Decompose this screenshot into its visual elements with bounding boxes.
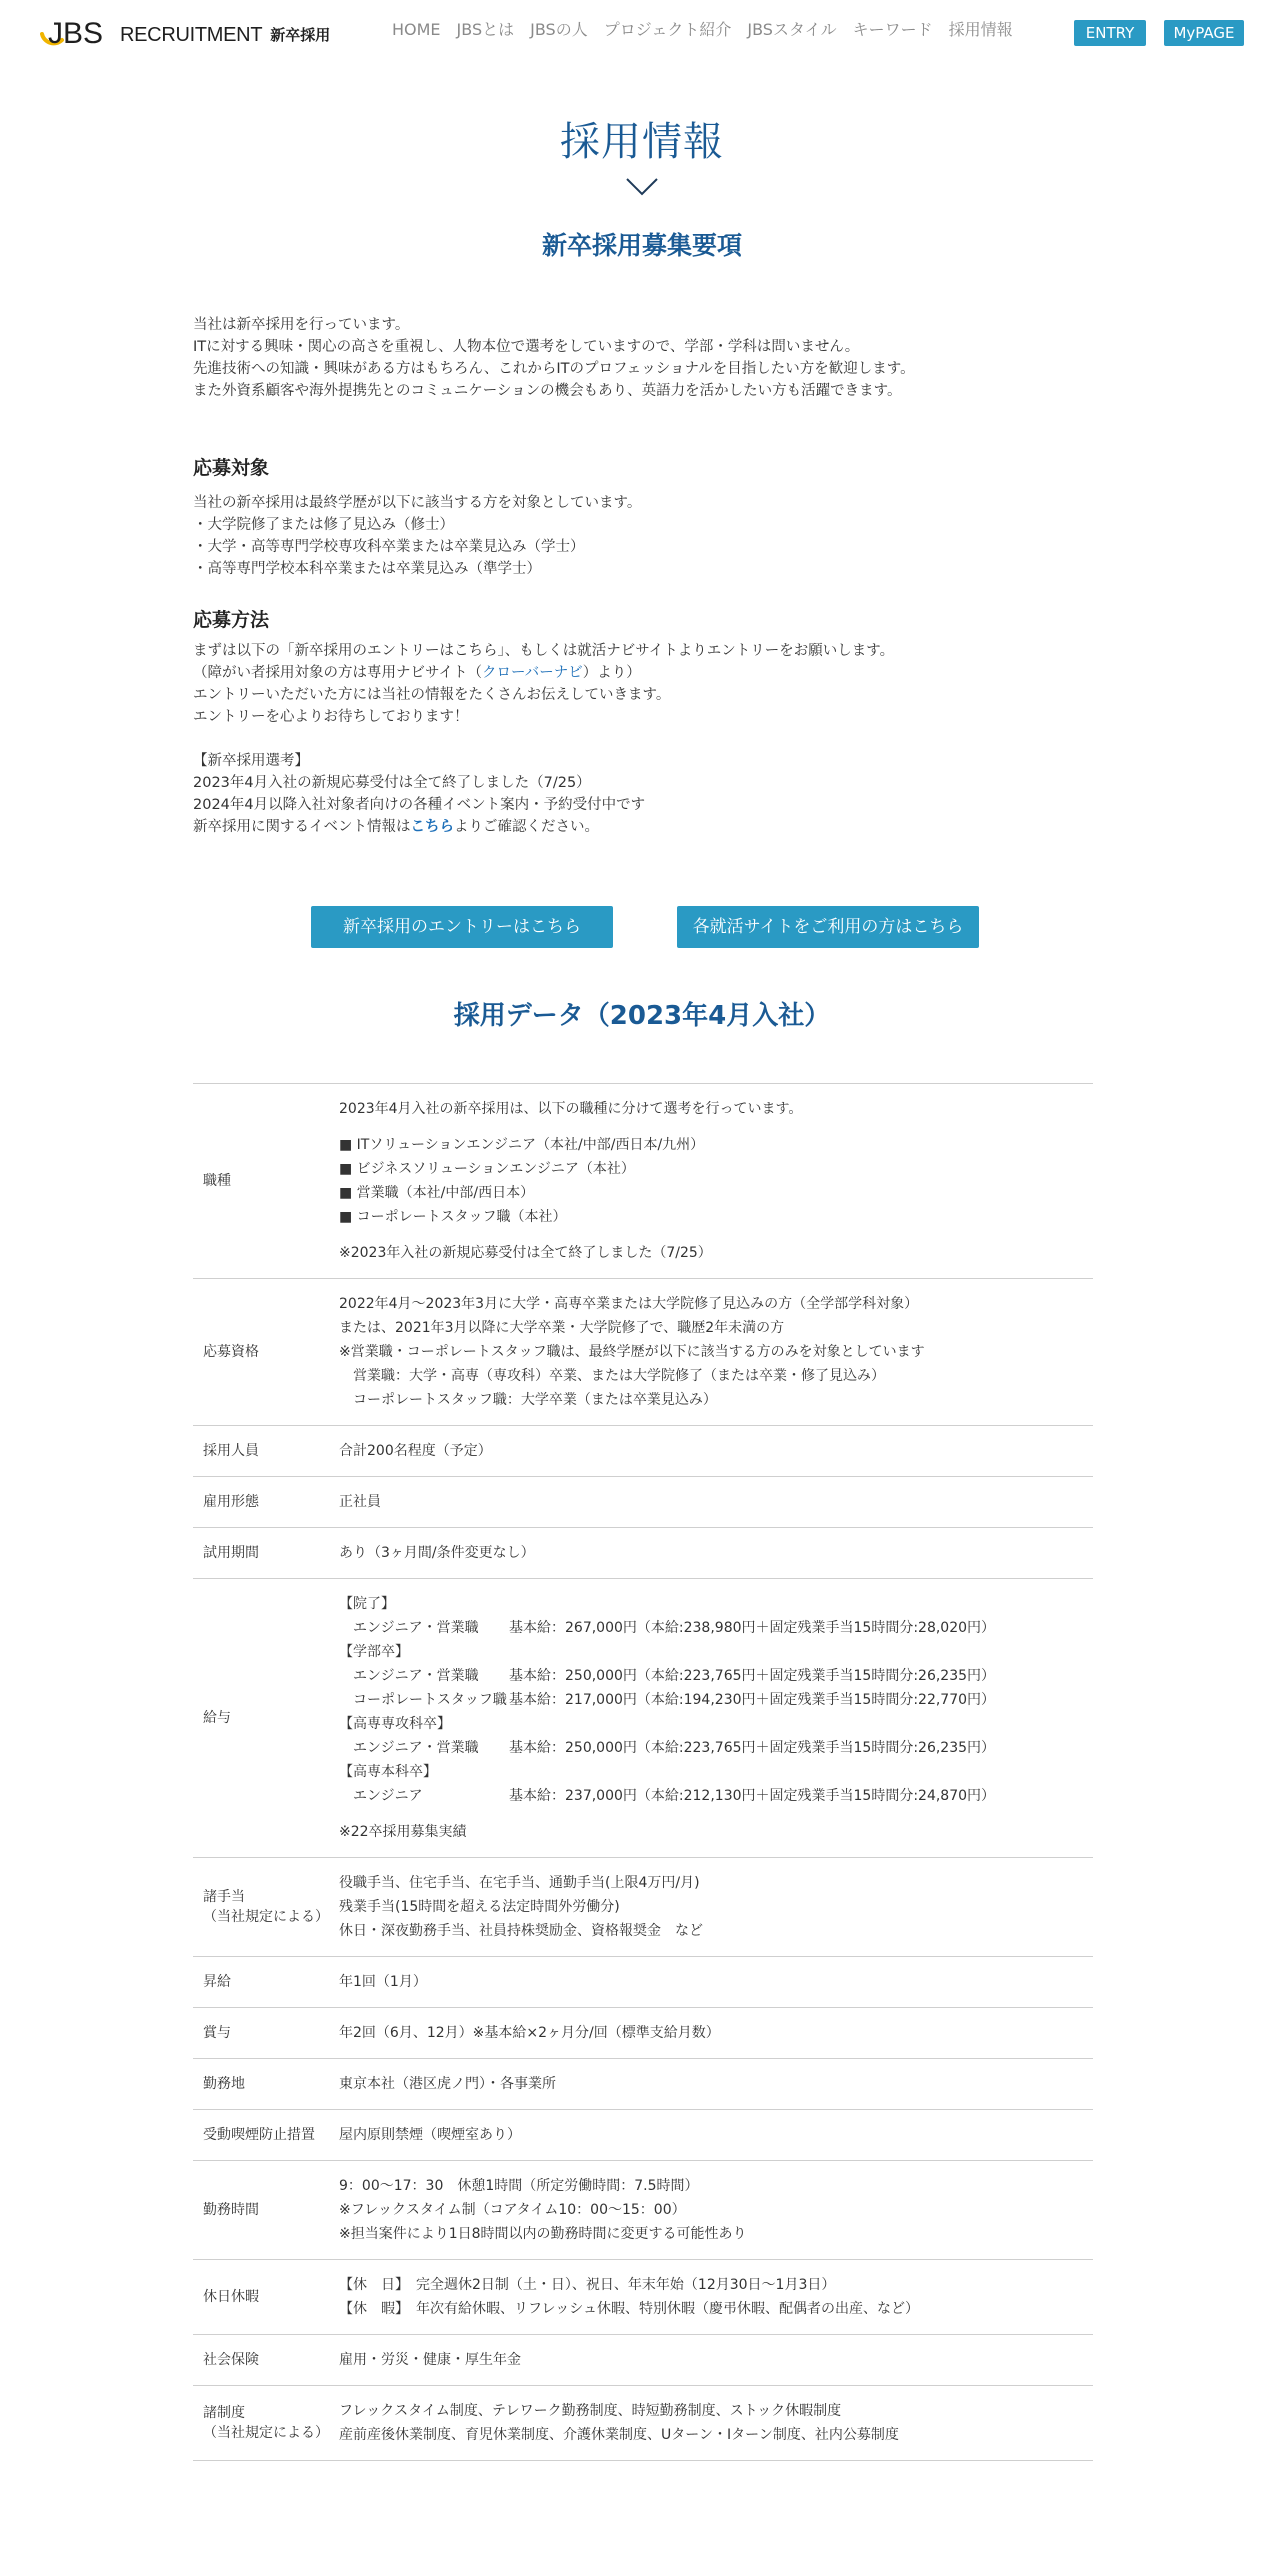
- nav-projects[interactable]: プロジェクト紹介: [603, 20, 732, 39]
- table-row: [193, 1579, 1093, 1858]
- row-value: [333, 2386, 1093, 2460]
- salary-group: 【学部卒】: [339, 1644, 409, 1660]
- row-value: 屋内原則禁煙（喫煙室あり）: [339, 2127, 521, 2143]
- row-value: [333, 1279, 1093, 1425]
- table-row: [193, 2059, 1093, 2110]
- table-row: [193, 2335, 1093, 2386]
- table-row: [193, 1084, 1093, 1279]
- intro-line: 先進技術への知識・興味がある方はもちろん、これからITのプロフェッショナルを目指したい方を歓迎します。: [193, 361, 915, 377]
- nav-recruit-info[interactable]: 採用情報: [948, 20, 1013, 39]
- row-value: 合計200名程度（予定）: [339, 1443, 492, 1459]
- event-info-link[interactable]: こちら: [410, 819, 454, 835]
- salary-amount: 基本給：267,000円（本給:238,980円＋固定残業手当15時間分:28,020円）: [509, 1620, 996, 1636]
- job-item: ■ ITソリューションエンジニア（本社/中部/西日本/九州）: [339, 1137, 705, 1153]
- allowance-label-note: （当社規定による）: [203, 1909, 329, 1925]
- salary-row: [339, 1736, 1093, 1760]
- system-line: フレックスタイム制度、テレワーク勤務制度、時短勤務制度、ストック休暇制度: [339, 2403, 842, 2419]
- row-label: 昇給: [203, 1974, 231, 1990]
- job-item: ■ 営業職（本社/中部/西日本）: [339, 1185, 535, 1201]
- job-item: ■ ビジネスソリューションエンジニア（本社）: [339, 1161, 635, 1177]
- salary-role: エンジニア・営業職: [353, 1620, 479, 1636]
- allowance-label: 諸手当: [203, 1889, 245, 1905]
- row-value: [333, 2260, 1093, 2334]
- method-line: エントリーいただいた方には当社の情報をたくさんお伝えしていきます。: [193, 687, 671, 703]
- salary-note: ※22卒採用募集実績: [339, 1824, 467, 1840]
- target-line: ・大学・高等専門学校専攻科卒業または卒業見込み（学士）: [193, 539, 585, 555]
- method-line2-pre: （障がい者採用対象の方は専用ナビサイト（: [193, 665, 482, 681]
- row-value: [333, 2161, 1093, 2259]
- row-label: 賞与: [203, 2025, 231, 2041]
- method-heading: 応募方法: [193, 609, 270, 631]
- recruit-data-table: [193, 1083, 1093, 2461]
- row-label: 採用人員: [203, 1443, 259, 1459]
- table-row: [193, 2110, 1093, 2161]
- nav-style[interactable]: JBSスタイル: [747, 20, 837, 39]
- table-row: [193, 2386, 1093, 2461]
- row-label: 給与: [203, 1710, 231, 1726]
- row-label: 休日休暇: [203, 2289, 259, 2305]
- method-line: エントリーを心よりお待ちしております！: [193, 709, 469, 725]
- job-note: ※2023年入社の新規応募受付は全て終了しました（7/25）: [339, 1245, 712, 1261]
- system-line: 産前産後休業制度、育児休業制度、介護休業制度、Uターン・Iターン制度、社内公募制度: [339, 2427, 899, 2443]
- intro-line: また外資系顧客や海外提携先とのコミュニケーションの機会もあり、英語力を活かしたい方も活躍できます。: [193, 383, 902, 399]
- svg-text:JBS: JBS: [48, 17, 104, 48]
- chevron-down-icon: [626, 178, 658, 196]
- intro-line: 当社は新卒採用を行っています。: [193, 317, 410, 333]
- job-intro: 2023年4月入社の新卒採用は、以下の職種に分けて選考を行っています。: [339, 1101, 803, 1117]
- row-label: [193, 2386, 333, 2460]
- hours-line: ※フレックスタイム制（コアタイム10：00～15：00）: [339, 2202, 686, 2218]
- notice3-pre: 新卒採用に関するイベント情報は: [193, 819, 411, 835]
- notice-title: 【新卒採用選考】: [193, 753, 309, 769]
- site-header: [0, 0, 1284, 62]
- holiday-line: 【休 日】 完全週休2日制（土・日）、祝日、年末年始（12月30日～1月3日）: [339, 2277, 836, 2293]
- nav-keywords[interactable]: キーワード: [852, 20, 933, 39]
- target-heading: 応募対象: [193, 457, 270, 479]
- row-value: 年2回（6月、12月）※基本給×2ヶ月分/回（標準支給月数）: [339, 2025, 720, 2041]
- holiday-line: 【休 暇】 年次有給休暇、リフレッシュ休暇、特別休暇（慶弔休暇、配偶者の出産、など）: [339, 2301, 920, 2317]
- row-value: 年1回（1月）: [339, 1974, 427, 1990]
- row-value: 正社員: [339, 1494, 381, 1510]
- nav-home[interactable]: HOME: [392, 20, 441, 39]
- qual-line: コーポレートスタッフ職：大学卒業（または卒業見込み）: [339, 1392, 717, 1408]
- system-label-note: （当社規定による）: [203, 2425, 329, 2441]
- allowance-line: 休日・深夜勤務手当、社員持株奨励金、資格報奨金 など: [339, 1923, 703, 1939]
- salary-row: [339, 1664, 1093, 1688]
- table-row: [193, 1426, 1093, 1477]
- row-value: 雇用・労災・健康・厚生年金: [339, 2352, 521, 2368]
- salary-amount: 基本給：217,000円（本給:194,230円＋固定残業手当15時間分:22,770円）: [509, 1692, 996, 1708]
- row-label: 雇用形態: [203, 1494, 259, 1510]
- recruit-data-title: 採用データ（2023年4月入社）: [453, 1001, 831, 1031]
- job-item: ■ コーポレートスタッフ職（本社）: [339, 1209, 567, 1225]
- allowance-line: 残業手当(15時間を超える法定時間外労働分): [339, 1899, 620, 1915]
- row-label: 受動喫煙防止措置: [203, 2127, 315, 2143]
- entry-button[interactable]: ENTRY: [1074, 20, 1146, 46]
- row-label: 勤務地: [203, 2076, 245, 2092]
- salary-amount: 基本給：250,000円（本給:223,765円＋固定残業手当15時間分:26,235円）: [509, 1740, 996, 1756]
- salary-group: 【高専本科卒】: [339, 1764, 437, 1780]
- target-line: 当社の新卒採用は最終学歴が以下に該当する方を対象としています。: [193, 495, 642, 511]
- target-line: ・高等専門学校本科卒業または卒業見込み（準学士）: [193, 561, 541, 577]
- notice-line: 2023年4月入社の新規応募受付は全て終了しました（7/25）: [193, 775, 591, 791]
- target-section: [193, 454, 1093, 580]
- page-title: 採用情報: [560, 119, 724, 165]
- salary-amount: 基本給：250,000円（本給:223,765円＋固定残業手当15時間分:26,235円）: [509, 1668, 996, 1684]
- new-grad-entry-button[interactable]: 新卒採用のエントリーはこちら: [311, 906, 613, 948]
- salary-role: エンジニア・営業職: [353, 1668, 479, 1684]
- method-line2-post: ）より）: [582, 665, 641, 681]
- row-value: 東京本社（港区虎ノ門）・各事業所: [339, 2076, 556, 2092]
- salary-role: コーポレートスタッフ職: [353, 1692, 507, 1708]
- row-label: [193, 1858, 333, 1956]
- qual-line: 営業職：大学・高専（専攻科）卒業、または大学院修了（または卒業・修了見込み）: [339, 1368, 885, 1384]
- salary-group: 【院了】: [339, 1596, 395, 1612]
- row-label: 応募資格: [203, 1344, 259, 1360]
- salary-role: エンジニア・営業職: [353, 1740, 479, 1756]
- section-subtitle: 新卒採用募集要項: [541, 231, 742, 260]
- row-label: 職種: [203, 1173, 231, 1189]
- global-nav: [392, 18, 1013, 42]
- row-value: [333, 1858, 1093, 1956]
- table-row: [193, 2008, 1093, 2059]
- qual-line: 2022年4月～2023年3月に大学・高専卒業または大学院修了見込みの方（全学部学科対象）: [339, 1296, 919, 1312]
- mypage-button[interactable]: MyPAGE: [1164, 20, 1244, 46]
- site-logo[interactable]: [40, 12, 330, 48]
- row-label: 社会保険: [203, 2352, 259, 2368]
- notice-line: [193, 816, 1093, 838]
- method-line: [193, 662, 1093, 684]
- salary-row: [339, 1784, 1093, 1808]
- table-row: [193, 1528, 1093, 1579]
- method-line: まずは以下の「新卒採用のエントリーはこちら」、もしくは就活ナビサイトよりエントリーをお願いします。: [193, 643, 895, 659]
- nav-about[interactable]: JBSとは: [456, 20, 515, 39]
- salary-row: [339, 1616, 1093, 1640]
- hours-line: ※担当案件により1日8時間以内の勤務時間に変更する可能性あり: [339, 2226, 747, 2242]
- table-row: [193, 2260, 1093, 2335]
- table-row: [193, 1957, 1093, 2008]
- nav-people[interactable]: JBSの人: [530, 20, 588, 39]
- qual-line: ※営業職・コーポレートスタッフ職は、最終学歴が以下に該当する方のみを対象としています: [339, 1344, 925, 1360]
- allowance-line: 役職手当、住宅手当、在宅手当、通勤手当(上限4万円/月): [339, 1875, 700, 1891]
- target-line: ・大学院修了または修了見込み（修士）: [193, 517, 454, 533]
- intro-line: ITに対する興味・関心の高さを重視し、人物本位で選考をしていますので、学部・学科は問いません。: [193, 339, 860, 355]
- table-row: [193, 2161, 1093, 2260]
- row-value: あり（3ヶ月間/条件変更なし）: [339, 1545, 535, 1561]
- table-row: [193, 1477, 1093, 1528]
- method-section: [193, 606, 1093, 838]
- hours-line: 9：00～17：30 休憩1時間（所定労働時間：7.5時間）: [339, 2178, 699, 2194]
- row-label: 試用期間: [203, 1545, 259, 1561]
- notice-line: 2024年4月以降入社対象者向けの各種イベント案内・予約受付中です: [193, 797, 646, 813]
- salary-row: [339, 1688, 1093, 1712]
- clover-navi-link[interactable]: クローバーナビ: [481, 665, 583, 681]
- job-site-button[interactable]: 各就活サイトをご利用の方はこちら: [677, 906, 979, 948]
- qual-line: または、2021年3月以降に大学卒業・大学院修了で、職歴2年未満の方: [339, 1320, 785, 1336]
- row-label: 勤務時間: [203, 2202, 259, 2218]
- intro-text: [193, 314, 1093, 402]
- row-value: [333, 1579, 1093, 1857]
- row-value: [333, 1084, 1093, 1278]
- logo-recruitment-text: RECRUITMENT: [120, 24, 263, 46]
- system-label: 諸制度: [203, 2405, 245, 2421]
- logo-subtitle: 新卒採用: [270, 26, 331, 44]
- salary-group: 【高専専攻科卒】: [339, 1716, 451, 1732]
- jbs-logo-icon: [40, 16, 110, 48]
- salary-role: エンジニア: [353, 1788, 423, 1804]
- table-row: [193, 1279, 1093, 1426]
- table-row: [193, 1858, 1093, 1957]
- salary-amount: 基本給：237,000円（本給:212,130円＋固定残業手当15時間分:24,870円）: [509, 1788, 996, 1804]
- notice3-post: よりご確認ください。: [454, 819, 599, 835]
